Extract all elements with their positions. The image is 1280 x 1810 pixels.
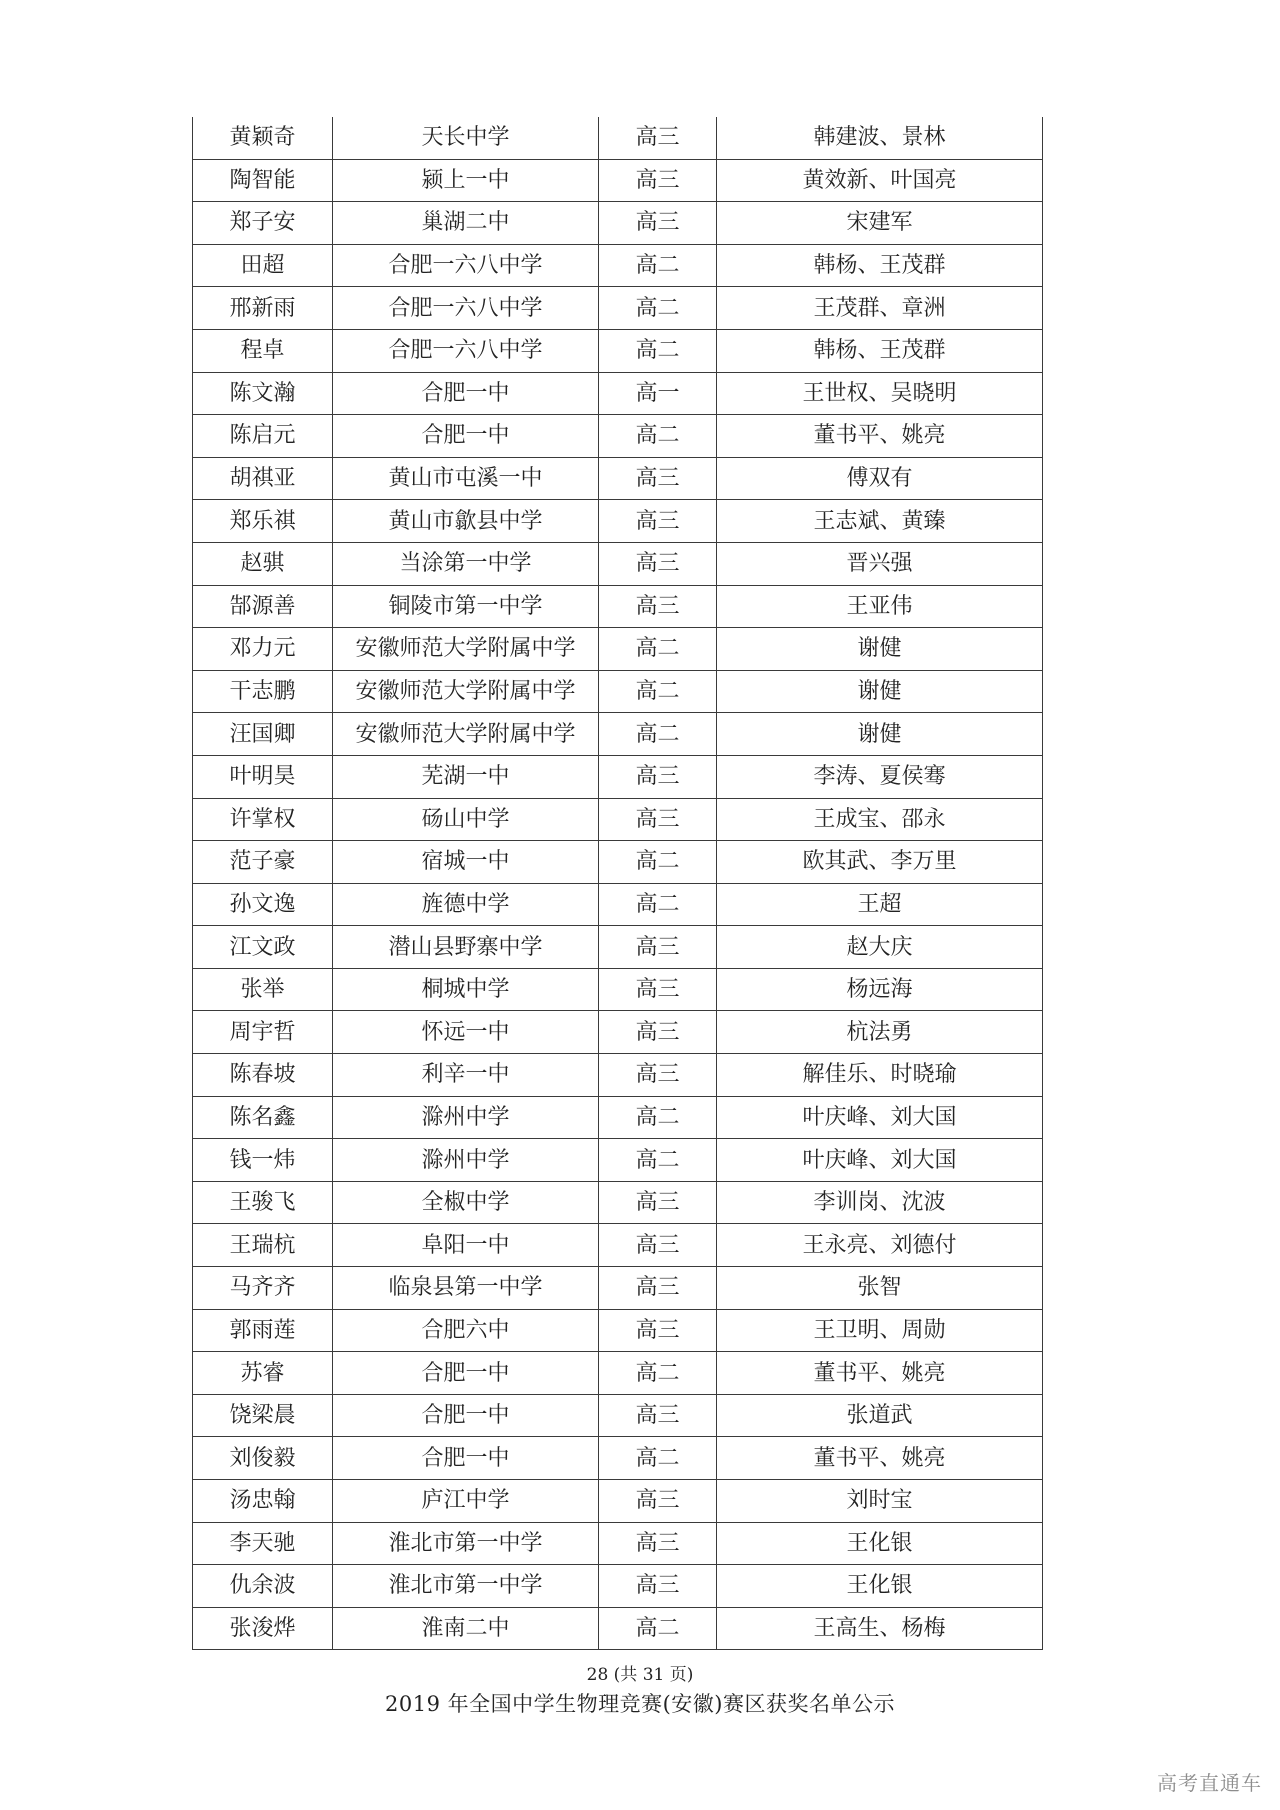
grade-cell: 高二 bbox=[599, 713, 717, 756]
school-cell: 怀远一中 bbox=[333, 1011, 599, 1054]
coach-cell: 王卫明、周勋 bbox=[717, 1309, 1043, 1352]
coach-cell: 王化银 bbox=[717, 1522, 1043, 1565]
coach-cell: 叶庆峰、刘大国 bbox=[717, 1096, 1043, 1139]
coach-cell: 欧其武、李万里 bbox=[717, 841, 1043, 884]
table-row bbox=[193, 670, 1043, 713]
grade-cell: 高三 bbox=[599, 1394, 717, 1437]
student-name-cell: 胡祺亚 bbox=[193, 457, 333, 500]
table-row bbox=[193, 457, 1043, 500]
grade-cell: 高二 bbox=[599, 1096, 717, 1139]
school-cell: 利辛一中 bbox=[333, 1054, 599, 1097]
coach-cell: 傅双有 bbox=[717, 457, 1043, 500]
table-row bbox=[193, 841, 1043, 884]
grade-cell: 高三 bbox=[599, 585, 717, 628]
school-cell: 桐城中学 bbox=[333, 968, 599, 1011]
table-row bbox=[193, 1224, 1043, 1267]
grade-cell: 高二 bbox=[599, 841, 717, 884]
grade-cell: 高三 bbox=[599, 457, 717, 500]
student-name-cell: 叶明昊 bbox=[193, 755, 333, 798]
student-name-cell: 王骏飞 bbox=[193, 1181, 333, 1224]
table-row bbox=[193, 1480, 1043, 1523]
school-cell: 合肥一中 bbox=[333, 1352, 599, 1395]
coach-cell: 李训岗、沈波 bbox=[717, 1181, 1043, 1224]
student-name-cell: 汤忠翰 bbox=[193, 1480, 333, 1523]
student-name-cell: 陶智能 bbox=[193, 159, 333, 202]
grade-cell: 高三 bbox=[599, 755, 717, 798]
student-name-cell: 马齐齐 bbox=[193, 1267, 333, 1310]
school-cell: 合肥六中 bbox=[333, 1309, 599, 1352]
grade-cell: 高三 bbox=[599, 202, 717, 245]
grade-cell: 高二 bbox=[599, 670, 717, 713]
coach-cell: 谢健 bbox=[717, 628, 1043, 671]
student-name-cell: 周宇哲 bbox=[193, 1011, 333, 1054]
table-row bbox=[193, 159, 1043, 202]
coach-cell: 谢健 bbox=[717, 670, 1043, 713]
student-name-cell: 许掌权 bbox=[193, 798, 333, 841]
student-name-cell: 郑子安 bbox=[193, 202, 333, 245]
awards-table bbox=[192, 117, 1043, 1650]
table-row bbox=[193, 415, 1043, 458]
watermark-text: 高考直通车 bbox=[1157, 1771, 1262, 1795]
student-name-cell: 赵骐 bbox=[193, 542, 333, 585]
grade-cell: 高二 bbox=[599, 1607, 717, 1650]
grade-cell: 高三 bbox=[599, 542, 717, 585]
grade-cell: 高一 bbox=[599, 372, 717, 415]
table-row bbox=[193, 372, 1043, 415]
student-name-cell: 郭雨莲 bbox=[193, 1309, 333, 1352]
table-row bbox=[193, 1565, 1043, 1608]
student-name-cell: 孙文逸 bbox=[193, 883, 333, 926]
table-row bbox=[193, 1054, 1043, 1097]
coach-cell: 韩杨、王茂群 bbox=[717, 244, 1043, 287]
school-cell: 淮北市第一中学 bbox=[333, 1565, 599, 1608]
table-row bbox=[193, 883, 1043, 926]
table-row bbox=[193, 713, 1043, 756]
school-cell: 合肥一中 bbox=[333, 1437, 599, 1480]
student-name-cell: 陈文瀚 bbox=[193, 372, 333, 415]
grade-cell: 高二 bbox=[599, 1352, 717, 1395]
grade-cell: 高三 bbox=[599, 968, 717, 1011]
student-name-cell: 邓力元 bbox=[193, 628, 333, 671]
grade-cell: 高三 bbox=[599, 1224, 717, 1267]
grade-cell: 高三 bbox=[599, 798, 717, 841]
grade-cell: 高二 bbox=[599, 1437, 717, 1480]
coach-cell: 韩建波、景林 bbox=[717, 117, 1043, 159]
student-name-cell: 张举 bbox=[193, 968, 333, 1011]
school-cell: 合肥一六八中学 bbox=[333, 329, 599, 372]
document-footer-title: 2019 年全国中学生物理竞赛(安徽)赛区获奖名单公示 bbox=[384, 1692, 895, 1716]
coach-cell: 张道武 bbox=[717, 1394, 1043, 1437]
school-cell: 全椒中学 bbox=[333, 1181, 599, 1224]
table-row bbox=[193, 1394, 1043, 1437]
grade-cell: 高三 bbox=[599, 1181, 717, 1224]
table-row bbox=[193, 1139, 1043, 1182]
coach-cell: 王永亮、刘德付 bbox=[717, 1224, 1043, 1267]
grade-cell: 高二 bbox=[599, 415, 717, 458]
school-cell: 潜山县野寨中学 bbox=[333, 926, 599, 969]
table-row bbox=[193, 1437, 1043, 1480]
school-cell: 当涂第一中学 bbox=[333, 542, 599, 585]
school-cell: 安徽师范大学附属中学 bbox=[333, 628, 599, 671]
table-row bbox=[193, 1267, 1043, 1310]
school-cell: 颍上一中 bbox=[333, 159, 599, 202]
school-cell: 黄山市歙县中学 bbox=[333, 500, 599, 543]
school-cell: 天长中学 bbox=[333, 117, 599, 159]
coach-cell: 黄效新、叶国亮 bbox=[717, 159, 1043, 202]
student-name-cell: 郜源善 bbox=[193, 585, 333, 628]
table-row bbox=[193, 1011, 1043, 1054]
coach-cell: 宋建军 bbox=[717, 202, 1043, 245]
coach-cell: 解佳乐、时晓瑜 bbox=[717, 1054, 1043, 1097]
coach-cell: 叶庆峰、刘大国 bbox=[717, 1139, 1043, 1182]
coach-cell: 王化银 bbox=[717, 1565, 1043, 1608]
student-name-cell: 江文政 bbox=[193, 926, 333, 969]
school-cell: 合肥一六八中学 bbox=[333, 287, 599, 330]
coach-cell: 杨远海 bbox=[717, 968, 1043, 1011]
coach-cell: 董书平、姚亮 bbox=[717, 1352, 1043, 1395]
student-name-cell: 陈启元 bbox=[193, 415, 333, 458]
student-name-cell: 王瑞杭 bbox=[193, 1224, 333, 1267]
school-cell: 旌德中学 bbox=[333, 883, 599, 926]
grade-cell: 高二 bbox=[599, 883, 717, 926]
table-row bbox=[193, 798, 1043, 841]
student-name-cell: 邢新雨 bbox=[193, 287, 333, 330]
coach-cell: 刘时宝 bbox=[717, 1480, 1043, 1523]
school-cell: 砀山中学 bbox=[333, 798, 599, 841]
school-cell: 安徽师范大学附属中学 bbox=[333, 670, 599, 713]
coach-cell: 张智 bbox=[717, 1267, 1043, 1310]
grade-cell: 高三 bbox=[599, 1054, 717, 1097]
table-row bbox=[193, 287, 1043, 330]
grade-cell: 高二 bbox=[599, 1139, 717, 1182]
table-row bbox=[193, 1352, 1043, 1395]
school-cell: 阜阳一中 bbox=[333, 1224, 599, 1267]
table-row bbox=[193, 202, 1043, 245]
coach-cell: 赵大庆 bbox=[717, 926, 1043, 969]
grade-cell: 高三 bbox=[599, 926, 717, 969]
coach-cell: 王成宝、邵永 bbox=[717, 798, 1043, 841]
page-number: 28 (共 31 页) bbox=[586, 1665, 694, 1685]
coach-cell: 王世权、吴晓明 bbox=[717, 372, 1043, 415]
student-name-cell: 李天驰 bbox=[193, 1522, 333, 1565]
table-row bbox=[193, 1181, 1043, 1224]
coach-cell: 谢健 bbox=[717, 713, 1043, 756]
student-name-cell: 汪国卿 bbox=[193, 713, 333, 756]
coach-cell: 王高生、杨梅 bbox=[717, 1607, 1043, 1650]
student-name-cell: 范子豪 bbox=[193, 841, 333, 884]
student-name-cell: 陈春坡 bbox=[193, 1054, 333, 1097]
school-cell: 庐江中学 bbox=[333, 1480, 599, 1523]
table-row bbox=[193, 968, 1043, 1011]
grade-cell: 高三 bbox=[599, 1480, 717, 1523]
school-cell: 安徽师范大学附属中学 bbox=[333, 713, 599, 756]
school-cell: 滁州中学 bbox=[333, 1096, 599, 1139]
grade-cell: 高三 bbox=[599, 1565, 717, 1608]
table-row bbox=[193, 1522, 1043, 1565]
coach-cell: 晋兴强 bbox=[717, 542, 1043, 585]
student-name-cell: 仇余波 bbox=[193, 1565, 333, 1608]
school-cell: 临泉县第一中学 bbox=[333, 1267, 599, 1310]
student-name-cell: 田超 bbox=[193, 244, 333, 287]
grade-cell: 高三 bbox=[599, 500, 717, 543]
school-cell: 合肥一中 bbox=[333, 1394, 599, 1437]
school-cell: 铜陵市第一中学 bbox=[333, 585, 599, 628]
student-name-cell: 钱一炜 bbox=[193, 1139, 333, 1182]
student-name-cell: 苏睿 bbox=[193, 1352, 333, 1395]
school-cell: 芜湖一中 bbox=[333, 755, 599, 798]
school-cell: 宿城一中 bbox=[333, 841, 599, 884]
school-cell: 合肥一六八中学 bbox=[333, 244, 599, 287]
school-cell: 巢湖二中 bbox=[333, 202, 599, 245]
grade-cell: 高三 bbox=[599, 117, 717, 159]
grade-cell: 高三 bbox=[599, 1309, 717, 1352]
table-row bbox=[193, 542, 1043, 585]
school-cell: 淮南二中 bbox=[333, 1607, 599, 1650]
student-name-cell: 刘俊毅 bbox=[193, 1437, 333, 1480]
student-name-cell: 陈名鑫 bbox=[193, 1096, 333, 1139]
student-name-cell: 张浚烨 bbox=[193, 1607, 333, 1650]
grade-cell: 高二 bbox=[599, 329, 717, 372]
student-name-cell: 饶梁晨 bbox=[193, 1394, 333, 1437]
grade-cell: 高三 bbox=[599, 1011, 717, 1054]
table-row bbox=[193, 117, 1043, 159]
grade-cell: 高二 bbox=[599, 287, 717, 330]
coach-cell: 王亚伟 bbox=[717, 585, 1043, 628]
school-cell: 淮北市第一中学 bbox=[333, 1522, 599, 1565]
table-row bbox=[193, 755, 1043, 798]
grade-cell: 高二 bbox=[599, 628, 717, 671]
table-row bbox=[193, 500, 1043, 543]
school-cell: 合肥一中 bbox=[333, 372, 599, 415]
student-name-cell: 干志鹏 bbox=[193, 670, 333, 713]
table-row bbox=[193, 244, 1043, 287]
coach-cell: 李涛、夏侯骞 bbox=[717, 755, 1043, 798]
table-row bbox=[193, 1096, 1043, 1139]
table-row bbox=[193, 329, 1043, 372]
coach-cell: 杭法勇 bbox=[717, 1011, 1043, 1054]
coach-cell: 王志斌、黄臻 bbox=[717, 500, 1043, 543]
table-row bbox=[193, 585, 1043, 628]
school-cell: 黄山市屯溪一中 bbox=[333, 457, 599, 500]
table-row bbox=[193, 1309, 1043, 1352]
school-cell: 滁州中学 bbox=[333, 1139, 599, 1182]
table-row bbox=[193, 926, 1043, 969]
grade-cell: 高三 bbox=[599, 1522, 717, 1565]
awards-table-container bbox=[192, 117, 1042, 1650]
coach-cell: 王茂群、章洲 bbox=[717, 287, 1043, 330]
coach-cell: 董书平、姚亮 bbox=[717, 1437, 1043, 1480]
coach-cell: 王超 bbox=[717, 883, 1043, 926]
awards-table-body bbox=[193, 117, 1043, 1650]
student-name-cell: 黄颖奇 bbox=[193, 117, 333, 159]
grade-cell: 高二 bbox=[599, 244, 717, 287]
student-name-cell: 郑乐祺 bbox=[193, 500, 333, 543]
grade-cell: 高三 bbox=[599, 159, 717, 202]
student-name-cell: 程卓 bbox=[193, 329, 333, 372]
table-row bbox=[193, 628, 1043, 671]
school-cell: 合肥一中 bbox=[333, 415, 599, 458]
coach-cell: 韩杨、王茂群 bbox=[717, 329, 1043, 372]
grade-cell: 高三 bbox=[599, 1267, 717, 1310]
table-row bbox=[193, 1607, 1043, 1650]
coach-cell: 董书平、姚亮 bbox=[717, 415, 1043, 458]
